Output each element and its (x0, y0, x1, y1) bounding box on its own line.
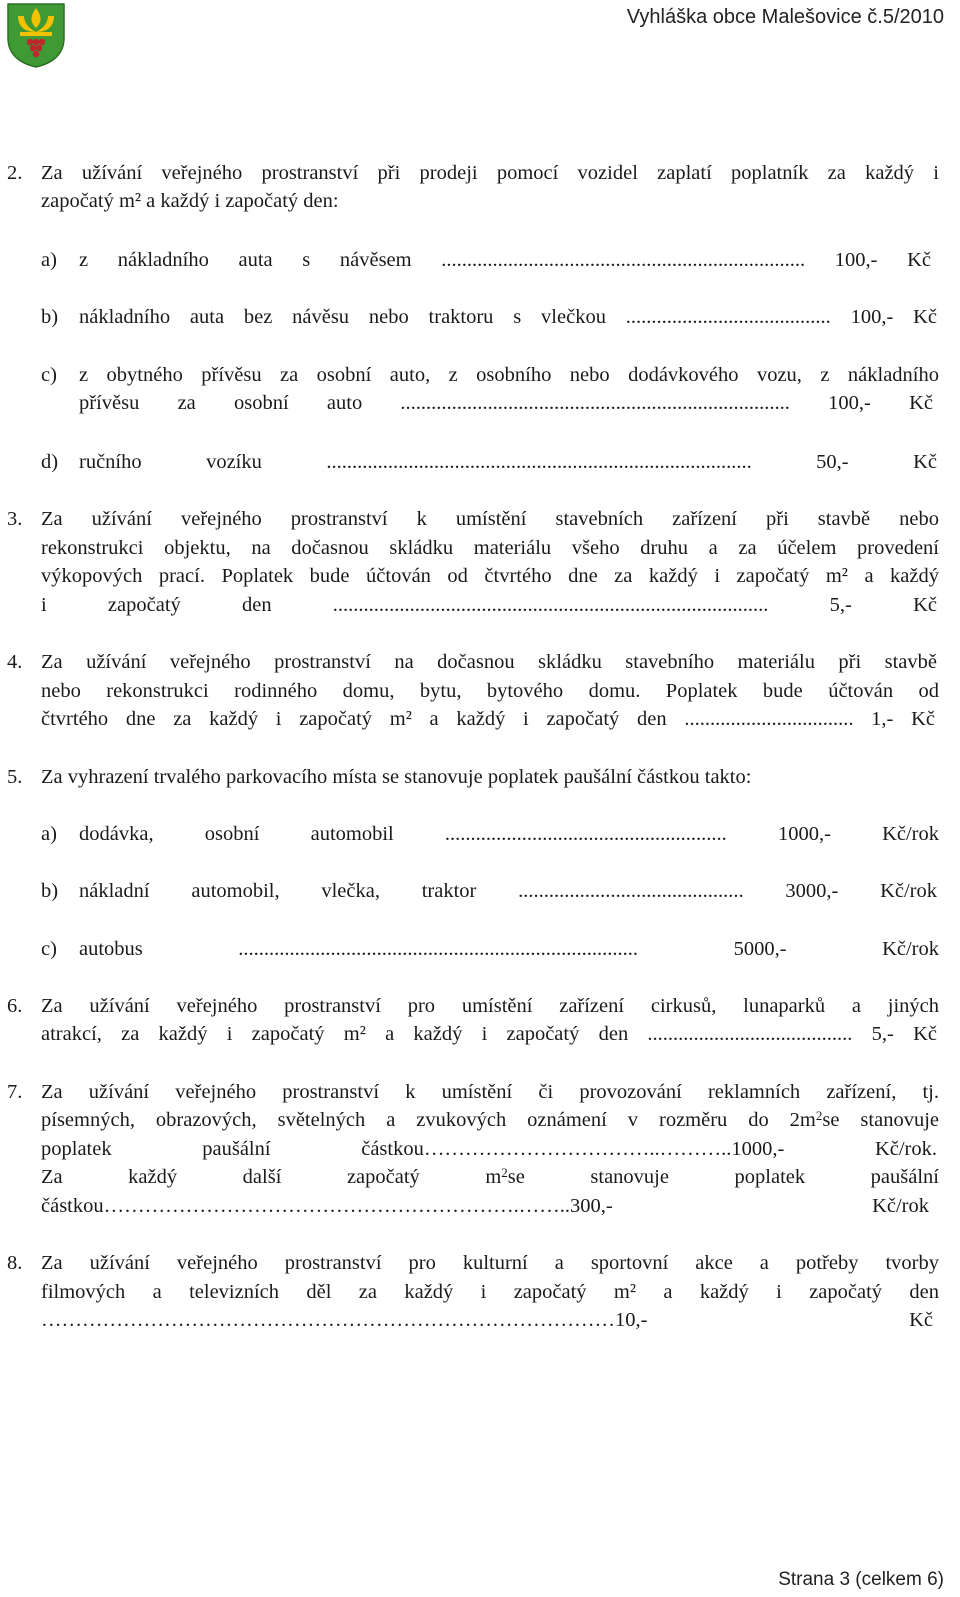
item-text: ručního vozíku ................................................................................... 50,- Kč (79, 451, 937, 473)
section-text: Za užívání veřejného prostranství k umístění či provozování reklamních zařízení, tj. (41, 1081, 939, 1103)
section-number: 3. (7, 508, 23, 530)
section-text: Za vyhrazení trvalého parkovacího místa se stanovuje poplatek paušální částkou takto: (41, 766, 752, 788)
section-text: poplatek paušální částkou……………………………..………..1000,- Kč/rok. (41, 1138, 937, 1160)
section-text: Za užívání veřejného prostranství k umístění stavebních zařízení při stavbě nebo (41, 508, 939, 530)
section-text: částkou…………………………………………………….……..300,- Kč/rok (41, 1195, 929, 1217)
page-header (0, 0, 960, 80)
section-text: nebo rekonstrukci rodinného domu, bytu, bytového domu. Poplatek bude účtován od (41, 680, 939, 702)
item-label: b) (41, 306, 59, 328)
item-label: c) (41, 938, 57, 960)
section-text: Za užívání veřejného prostranství pro umístění zařízení cirkusů, lunaparků a jiných (41, 995, 939, 1017)
item-text: nákladní automobil, vlečka, traktor ............................................ 3000,- Kč/rok (79, 880, 937, 902)
section-text: Za užívání veřejného prostranství pro kulturní a sportovní akce a potřeby tvorby (41, 1252, 939, 1274)
section-text: rekonstrukci objektu, na dočasnou skládku materiálu všeho druhu a za účelem provedení (41, 537, 939, 559)
item-label: a) (41, 823, 57, 845)
item-label: d) (41, 451, 59, 473)
section-text: atrakcí, za každý i započatý m² a každý i započatý den ........................................ 5,- Kč (41, 1023, 937, 1045)
section-number: 8. (7, 1252, 23, 1274)
section-number: 5. (7, 766, 23, 788)
item-label: c) (41, 364, 57, 386)
document-title: Vyhláška obce Malešovice č.5/2010 (626, 6, 944, 28)
section-text: započatý m² a každý i započatý den: (41, 190, 339, 212)
section-number: 7. (7, 1081, 23, 1103)
section-text: čtvrtého dne za každý i započatý m² a každý i započatý den ................................. 1,- Kč (41, 708, 935, 730)
item-text: z nákladního auta s návěsem ....................................................................... 100,- Kč (79, 249, 931, 271)
page-number: Strana 3 (celkem 6) (778, 1569, 944, 1590)
section-number: 4. (7, 651, 23, 673)
section-text: i započatý den ..................................................................................... 5,- Kč (41, 594, 937, 616)
section-number: 2. (7, 162, 23, 184)
item-label: b) (41, 880, 59, 902)
item-text: přívěsu za osobní auto ............................................................................ 100,- Kč (79, 392, 933, 414)
item-label: a) (41, 249, 57, 271)
section-text: …………………………………………………………………………10,- Kč (41, 1309, 933, 1331)
item-text: z obytného přívěsu za osobní auto, z osobního nebo dodávkového vozu, z nákladního (79, 364, 939, 386)
section-text: filmových a televizních děl za každý i započatý m² a každý i započatý den (41, 1281, 939, 1303)
section-text: Za užívání veřejného prostranství na dočasnou skládku stavebního materiálu při stavbě (41, 651, 937, 673)
section-text: Za užívání veřejného prostranství při prodeji pomocí vozidel zaplatí poplatník za každý i (41, 162, 939, 184)
item-text: autobus .............................................................................. 5000,- Kč/rok (79, 938, 939, 960)
municipal-coat-of-arms-icon (6, 2, 66, 68)
section-text: Za každý další započatý $m^2se$ stanovuje poplatek paušální (41, 1165, 939, 1188)
section-text: písemných, obrazových, světelných a zvukových oznámení v rozměru do $2m^2se$ stanovuje (41, 1108, 939, 1131)
item-text: dodávka, osobní automobil ....................................................... 1000,- Kč/rok (79, 823, 939, 845)
item-text: nákladního auta bez návěsu nebo traktoru s vlečkou ........................................ 100,- Kč (79, 306, 937, 328)
section-text: výkopových prací. Poplatek bude účtován od čtvrtého dne za každý i započatý m² a každý (41, 565, 939, 587)
section-number: 6. (7, 995, 23, 1017)
